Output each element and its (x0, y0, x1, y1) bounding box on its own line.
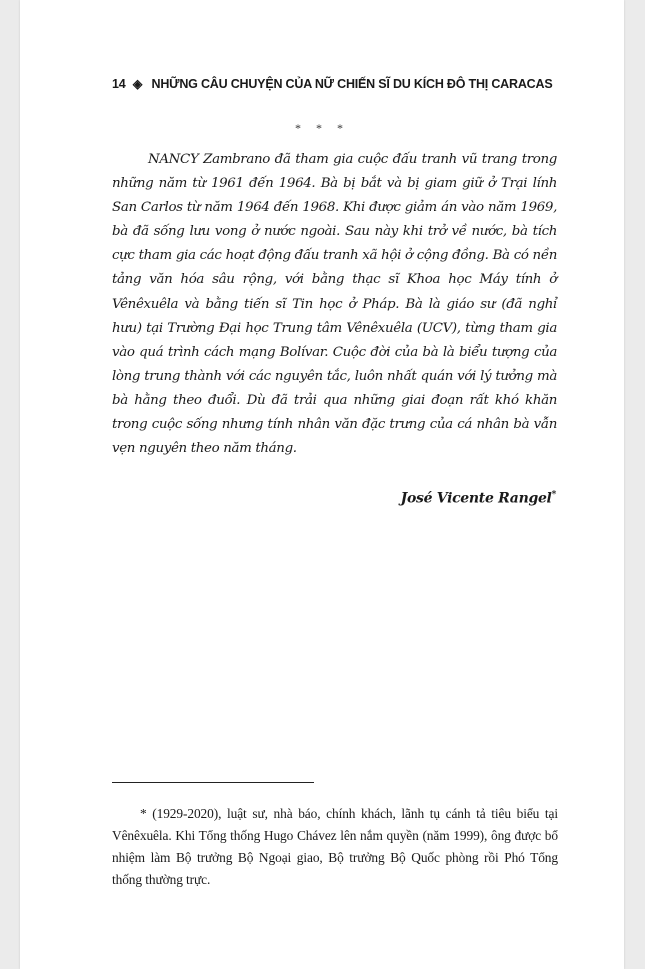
footnote-marker: * (551, 490, 556, 500)
author-signature (401, 490, 556, 507)
running-header (112, 76, 552, 91)
page-number: 14 (112, 77, 126, 91)
body-paragraph: NANCY Zambrano đã tham gia cuộc đấu tranh vũ trang trong những năm từ 1961 đến 1964. Bà bị bắt và bị giam giữ ở Trại lính San Carlos từ năm 1964 đến 1968. Khi được giảm án vào năm 1969, bà đã sống lưu vong ở nước ngoài. Sau này khi trở về nước, bà tích cực tham gia các hoạt động đấu tranh xã hội ở cộng đồng. Bà có nền tảng văn hóa sâu rộng, với bằng thạc sĩ Khoa học Máy tính ở Vênêxuêla và bằng tiến sĩ Tin học ở Pháp. Bà là giáo sư (đã nghỉ hưu) tại Trường Đại học Trung tâm Vênêxuêla (UCV), từng tham gia vào quá trình cách mạng Bolívar. Cuộc đời của bà là biểu tượng của lòng trung thành với các nguyên tắc, luôn nhất quán với lý tưởng mà bà hằng theo đuổi. Dù đã trải qua những giai đoạn rất khó khăn trong cuộc sống nhưng tính nhân văn đặc trưng của cá nhân bà vẫn vẹn nguyên theo năm tháng. (112, 152, 557, 457)
section-divider: * * * (295, 121, 349, 135)
book-page (20, 0, 624, 969)
diamond-ornament-icon: ◈ (132, 77, 143, 91)
footnote-text: * (1929-2020), luật sư, nhà báo, chính khách, lãnh tụ cánh tả tiêu biểu tại Vênêxuêla. Khi Tổng thống Hugo Chávez lên nắm quyền (năm 1999), ông được bổ nhiệm làm Bộ trưởng Bộ Ngoại giao, Bộ trưởng Bộ Quốc phòng rồi Phó Tổng thống thường trực. (112, 806, 558, 887)
footnote-rule (112, 782, 314, 783)
author-name: José Vicente Rangel (400, 490, 552, 507)
book-title: NHỮNG CÂU CHUYỆN CỦA NỮ CHIẾN SĨ DU KÍCH ĐÔ THỊ CARACAS (151, 77, 553, 91)
